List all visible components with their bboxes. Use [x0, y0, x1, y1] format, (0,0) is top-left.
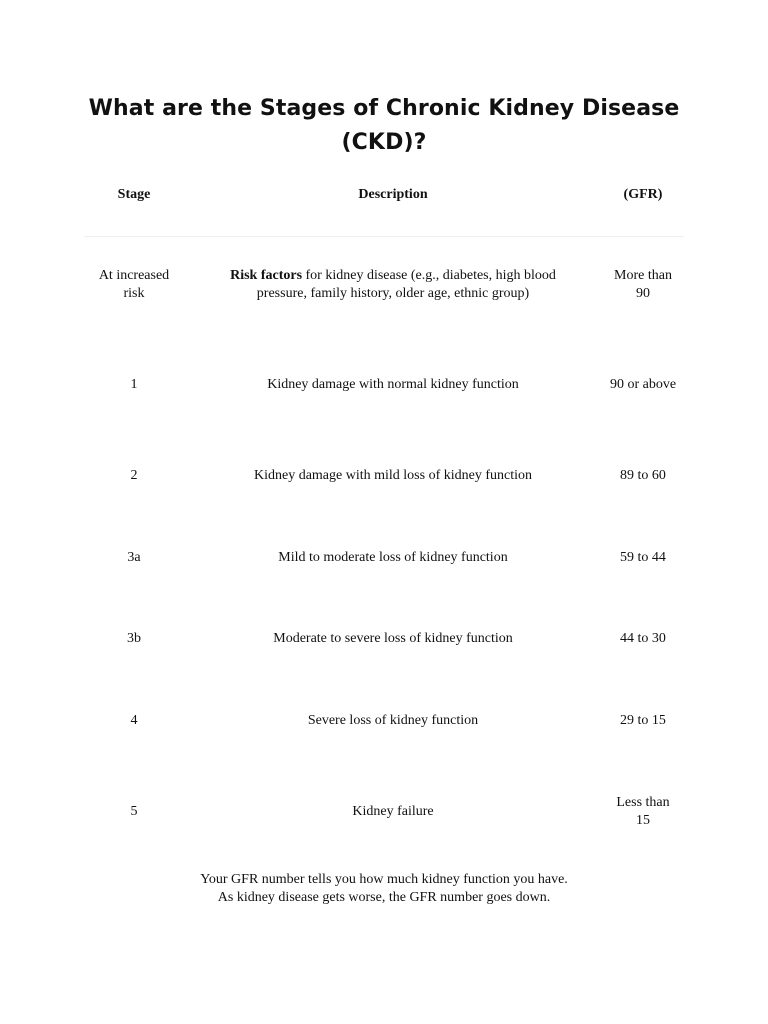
- page-title: What are the Stages of Chronic Kidney Disease (CKD)?: [88, 96, 680, 155]
- table-row-2-gfr: 89 to 60: [620, 468, 666, 483]
- table-row-6-stage: 5: [130, 804, 138, 819]
- table-row-3-gfr: 59 to 44: [620, 550, 666, 565]
- table-row-2-description: Kidney damage with mild loss of kidney function: [253, 468, 532, 483]
- column-header-stage: Stage: [117, 187, 151, 202]
- table-row-0-gfr: More than 90: [614, 268, 672, 301]
- footer-note: [84, 871, 684, 907]
- table-row-5-stage: 4: [130, 713, 138, 728]
- table-row-3-stage: 3a: [127, 550, 141, 565]
- table-row-0-description: [204, 267, 582, 303]
- table-row-1-description: Kidney damage with normal kidney function: [267, 377, 519, 392]
- table-row-1-gfr: 90 or above: [609, 377, 677, 392]
- table-row-4-stage: 3b: [127, 631, 141, 646]
- header-divider: [84, 236, 684, 237]
- column-header-description: Description: [358, 187, 428, 202]
- risk-factors-label: Risk factors: [230, 268, 303, 283]
- table-row-6-gfr: Less than 15: [616, 795, 670, 828]
- table-row-0-stage: At increased risk: [98, 268, 170, 301]
- table-row-3-description: Mild to moderate loss of kidney function: [278, 550, 508, 565]
- column-header-gfr: (GFR): [623, 187, 663, 202]
- table-row-4-gfr: 44 to 30: [620, 631, 666, 646]
- table-row-6-description: Kidney failure: [352, 804, 434, 819]
- table-row-5-gfr: 29 to 15: [620, 713, 666, 728]
- table-row-4-description: Moderate to severe loss of kidney function: [273, 631, 513, 646]
- table-row-2-stage: 2: [130, 468, 138, 483]
- table-row-5-description: Severe loss of kidney function: [307, 713, 479, 728]
- footer-line-1: Your GFR number tells you how much kidney function you have.: [200, 872, 568, 887]
- table-row-1-stage: 1: [130, 377, 138, 392]
- risk-factors-text: for kidney disease (e.g., diabetes, high blood pressure, family history, older age, ethnic group): [256, 268, 556, 301]
- footer-line-2: As kidney disease gets worse, the GFR number goes down.: [217, 890, 551, 905]
